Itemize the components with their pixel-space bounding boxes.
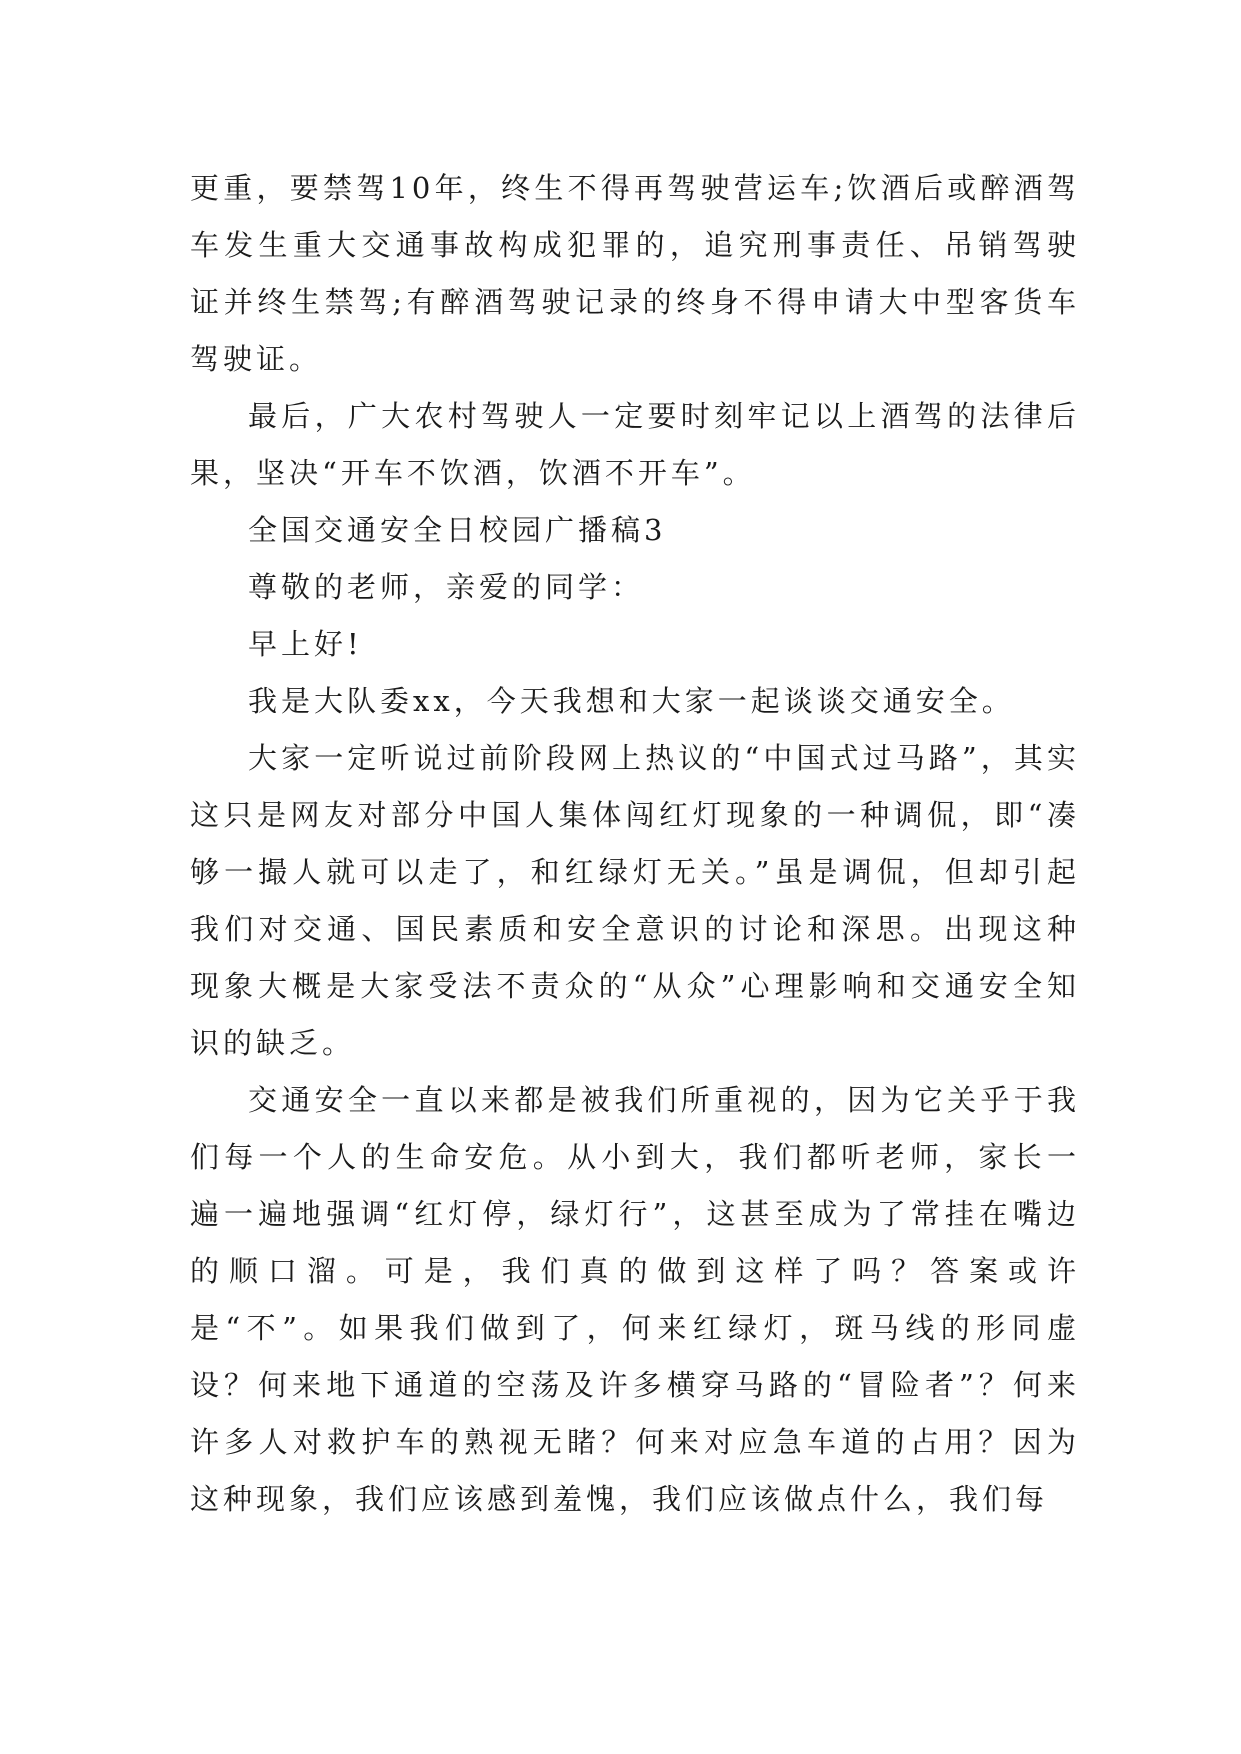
section-heading: 全国交通安全日校园广播稿3 bbox=[248, 513, 667, 547]
paragraph-chinese-style-crossing: 大家一定听说过前阶段网上热议的“中国式过马路”，其实这只是网友对部分中国人集体闯红灯现象的一种调侃，即“凑够一撮人就可以走了，和红绿灯无关。”虽是调侃，但却引起我们对交通、国民素质和安全意识的讨论和深思。出现这种现象大概是大家受法不责众的“从众”心理影响和交通安全知识的缺乏。 bbox=[190, 741, 1080, 1060]
paragraph-penalties: 更重，要禁驾10年，终生不得再驾驶营运车;饮酒后或醉酒驾车发生重大交通事故构成犯罪的，追究刑事责任、吊销驾驶证并终生禁驾;有醉酒驾驶记录的终身不得申请大中型客货车驾驶证。 bbox=[190, 171, 1080, 376]
greeting: 早上好! bbox=[248, 627, 363, 661]
salutation: 尊敬的老师，亲爱的同学： bbox=[248, 570, 645, 604]
paragraph-conclusion: 最后，广大农村驾驶人一定要时刻牢记以上酒驾的法律后果，坚决“开车不饮酒，饮酒不开车”。 bbox=[190, 399, 1080, 490]
paragraph-traffic-safety: 交通安全一直以来都是被我们所重视的，因为它关乎于我们每一个人的生命安危。从小到大，我们都听老师，家长一遍一遍地强调“红灯停，绿灯行”，这甚至成为了常挂在嘴边的顺口溜。可是，我们真的做到这样了吗？答案或许是“不”。如果我们做到了，何来红绿灯，斑马线的形同虚设？何来地下通道的空荡及许多横穿马路的“冒险者”？何来许多人对救护车的熟视无睹？何来对应急车道的占用？因为这种现象，我们应该感到羞愧，我们应该做点什么，我们每 bbox=[190, 1083, 1080, 1516]
document-body bbox=[190, 160, 1080, 1528]
self-introduction: 我是大队委xx，今天我想和大家一起谈谈交通安全。 bbox=[248, 684, 1015, 718]
